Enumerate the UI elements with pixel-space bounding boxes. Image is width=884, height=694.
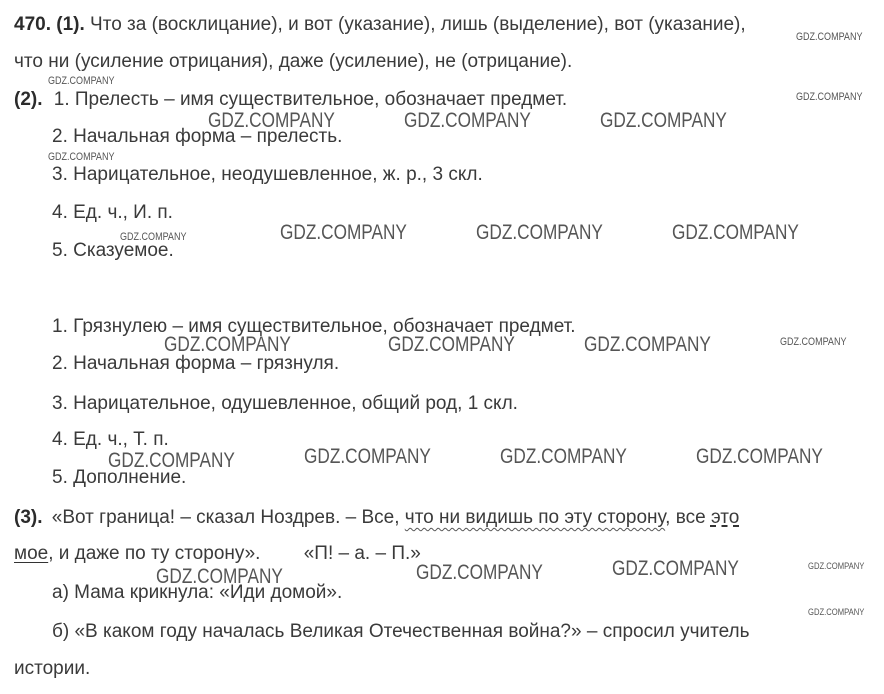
underlined-this: это [710,507,740,528]
part-3-line-1 [14,507,739,529]
analysis-1-item-5: 5. Сказуемое. [52,240,174,261]
underlined-mine: мое [14,543,49,564]
watermark: GDZ.COMPANY [388,333,515,356]
example-a: а) Мама крикнула: «Иди домой». [52,582,343,603]
part-1-text-2: что ни (усиление отрицания), даже (усиление), не (отрицание). [14,51,573,72]
watermark: GDZ.COMPANY [600,109,727,132]
exercise-number: 470. [14,14,51,35]
watermark: GDZ.COMPANY [796,31,863,43]
quote-start: «Вот граница! – сказал Ноздрев. – Все, [51,507,405,528]
watermark: GDZ.COMPANY [48,151,115,163]
example-b: б) «В каком году началась Великая Отечественная война?» – спросил учитель [52,621,750,642]
watermark: GDZ.COMPANY [48,75,115,87]
example-b-continued: истории. [14,658,91,679]
watermark: GDZ.COMPANY [476,221,603,244]
part-2-tag: (2). [14,89,43,110]
analysis-1-item-3: 3. Нарицательное, неодушевленное, ж. р., 3 скл. [52,164,483,185]
punctuation-scheme: «П! – а. – П.» [303,543,421,564]
watermark: GDZ.COMPANY [280,221,407,244]
part-3-tag: (3). [14,507,43,528]
analysis-2-item-4: 4. Ед. ч., Т. п. [52,429,169,450]
watermark: GDZ.COMPANY [672,221,799,244]
part-1-tag: (1). [56,14,85,35]
watermark: GDZ.COMPANY [208,109,335,132]
analysis-2-item-2: 2. Начальная форма – грязнуля. [52,353,340,374]
part-1-text-1: Что за (восклицание), и вот (указание), лишь (выделение), вот (указание), [90,14,746,35]
watermark: GDZ.COMPANY [584,333,711,356]
watermark: GDZ.COMPANY [108,449,235,472]
wavy-underlined-clause: что ни видишь по эту сторону [404,507,666,528]
watermark: GDZ.COMPANY [164,333,291,356]
analysis-1-item-2: 2. Начальная форма – прелесть. [52,126,343,147]
analysis-1-item-1: 1. Прелесть – имя существительное, обозначает предмет. [53,89,568,110]
watermark: GDZ.COMPANY [796,91,863,103]
analysis-2-item-5: 5. Дополнение. [52,467,187,488]
part-3-line-2 [14,543,421,565]
watermark: GDZ.COMPANY [404,109,531,132]
part-2-line-1 [14,89,567,111]
analysis-1-item-4: 4. Ед. ч., И. п. [52,202,173,223]
analysis-2-item-3: 3. Нарицательное, одушевленное, общий род, 1 скл. [52,393,518,414]
watermark: GDZ.COMPANY [612,557,739,580]
watermark: GDZ.COMPANY [808,607,865,617]
analysis-2-item-1: 1. Грязнулею – имя существительное, обозначает предмет. [52,316,576,337]
quote-comma: , все [665,507,711,528]
watermark: GDZ.COMPANY [120,231,187,243]
watermark: GDZ.COMPANY [500,445,627,468]
watermark: GDZ.COMPANY [808,561,865,571]
exercise-line-1 [14,14,746,36]
watermark: GDZ.COMPANY [696,445,823,468]
quote-end: , и даже по ту сторону». [48,543,261,564]
watermark: GDZ.COMPANY [156,565,283,588]
watermark: GDZ.COMPANY [780,336,847,348]
watermark: GDZ.COMPANY [304,445,431,468]
watermark: GDZ.COMPANY [416,561,543,584]
